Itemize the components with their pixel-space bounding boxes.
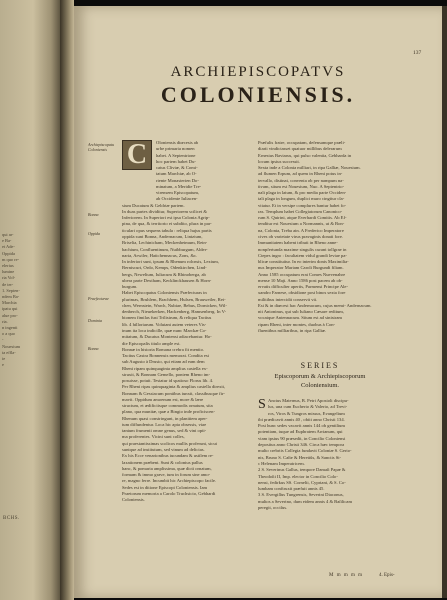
- text-line: ria Vol-: [2, 275, 16, 281]
- text-line: nali plaga in latum, & pro media parte Occiden-: [258, 190, 347, 196]
- text-line: inum ita loca indicille, quæ nunc Marckæ Co-: [122, 327, 207, 333]
- text-line: na, Colonia, Treba ain. A Frederico Imperatore: [258, 227, 344, 233]
- text-line: ta effla-: [2, 349, 16, 355]
- text-line: catus Cliviæ, & Comi-: [156, 165, 198, 171]
- text-line: denberch, Nieuekerken, Hackenberg, Hamsenberg. In V-: [122, 309, 227, 315]
- text-line: hoc partem habet Du-: [156, 158, 196, 164]
- text-line: Præfulis fratre, occupatam, defensamque præli-: [258, 140, 346, 145]
- text-line: tenditur est Nouesium a Normannis, ut & Bon-: [258, 221, 345, 227]
- text-line: Rheni ripam quinquaginta amplius castella ex-: [122, 365, 208, 371]
- text-line: Coloniensis.: [122, 497, 145, 503]
- text-line: locum ipsius successit.: [258, 158, 300, 164]
- text-line: mitatum, & Ducatus Montensi adiacebantur. Ho-: [122, 334, 212, 340]
- text-line: ad flumen Erpum, ad quem in Rheni potus in-: [258, 171, 343, 177]
- text-line: habet. A Septentrione: [156, 152, 196, 158]
- text-line: pina, de qua, & territorio ei subdito, plura in par-: [122, 221, 212, 227]
- text-line: lumine: [2, 269, 15, 275]
- text-line: alue pro-: [2, 312, 18, 318]
- text-line: ma proferentes. Vicini sunt colles,: [122, 434, 185, 440]
- text-line: mavit. Oppidum amoenum est, more & lære: [122, 396, 204, 402]
- text-line: de ter-: [2, 281, 14, 287]
- text-line: bachium, Confluentinum, Nuibburgum, Alder-: [122, 246, 208, 252]
- text-line: Anno 1585 occupatum erat Comes Nuevenahre: [258, 271, 346, 277]
- text-line: plano, qua munitæ, quæ a Bingio inde proficiscen-: [122, 409, 216, 415]
- text-line: multos a Severino, dum eidem annis 4 & Baſilicam: [258, 498, 353, 504]
- text-line: tivam, situm est Nouesium, Nuo. A Septentrio-: [258, 183, 345, 189]
- text-line: n ingenti: [2, 325, 18, 331]
- text-line: Est & in diœcesi hac Andernacum, cujus memi- Andernacum.: [258, 302, 372, 308]
- text-line: bergs, Newelium, Iuliacum & Rhinoberga, ab: [122, 271, 206, 277]
- text-line: vocatque Antennacum. Situm est ad sinistram: [258, 315, 342, 321]
- text-line: blicæ constituitur. In eo interim donis Maximilia-: [258, 259, 349, 265]
- text-line: structum, et ædificiisque commodis ornatum, sita: [122, 403, 213, 409]
- text-line: depositus anno Christi 346. Circa hæc tempora: [258, 442, 345, 448]
- series-drop-cap: S: [258, 397, 266, 412]
- text-line: qui praestantissimas scolicos mullis proferunt, sicut: [122, 440, 217, 446]
- text-line: re, magno ferre. Incumbit hic Archiepiscopo facile.: [122, 478, 217, 484]
- page-title-line2: COLONIENSIS.: [160, 82, 356, 107]
- text-line: Bonnæ in historia Romana crebra fit mentio.: [122, 346, 205, 352]
- text-line: tum diffundentur. Loca hic apta obsessis, viae: [122, 421, 207, 427]
- text-line: Oloniensis diœcesis ab: [156, 140, 199, 145]
- text-line: lib. 4 hilloriarum. Volutant autem veteres Vis-: [122, 321, 207, 327]
- text-column-right: [258, 140, 382, 334]
- text-line: nensi, fedirkus SS. Cornelii, Cypriani, & S. Co-: [258, 479, 346, 485]
- text-line: nit Antoninus, qui sub Iuliano Cæsare reditum,: [258, 309, 345, 315]
- margin-note-dominia: Dominia: [88, 318, 102, 323]
- text-line: Sexta inde a Colonia milliari, in ripa Galliæ, Nouesium.: [258, 165, 361, 171]
- text-line: suntque ad institutum, sed vinum ad delicias.: [122, 447, 205, 453]
- text-line: nonpfertunda maxime singulis curant tollgrae in: [258, 246, 347, 252]
- text-line: viam ipsius 90 præsedit, in Concilio Coloniensi: [258, 435, 346, 441]
- text-line: Praetorum memoria a Carolo Truchsicio, Gebhardi: [122, 490, 216, 496]
- text-line: Post hunc sedes vacavit annis 144 ob gentilium: [258, 423, 345, 429]
- text-line: rum S. Quirini, atque Everhardi Comitis. Ab Ef-: [258, 215, 347, 221]
- text-line: diarii vindictasset quatuor millibus delerarum: [258, 146, 342, 152]
- text-line: minatum, a Meridie Tre-: [156, 183, 202, 189]
- text-line: chen, Wernstein, Warch, Nubiae, Bebus, Dornicken, Wil-: [122, 302, 227, 308]
- text-line: mense 10 Maji. Anno 1586 post pacem ab ob-: [258, 277, 343, 283]
- text-line: ticulari opus sequens tabula : reliqua hujus partis: [122, 227, 212, 233]
- text-line: ab Occidente Iuliacen-: [156, 196, 198, 202]
- text-line: ie: [2, 356, 6, 362]
- text-line: burgum.: [122, 284, 138, 290]
- text-line: -: [2, 337, 4, 343]
- text-line: Ctepes ingro : facultatem vidul grandi leviae pa-: [258, 252, 347, 258]
- text-line: In duas partes dividitur, Superiorem scilicet &: [122, 208, 207, 214]
- text-column-left: [122, 140, 246, 503]
- text-line: sub Augusto à Drusio, qui etiam ad eam dem: [122, 359, 205, 365]
- text-line: formam & immo grave, tum in forum sine amo-: [122, 472, 211, 478]
- text-line: ubera parte Dextham, Kecklinckhausen & Horn-: [122, 277, 212, 283]
- text-line: Theodoſii II, Imp. elector in Concilio Colo-: [258, 473, 338, 479]
- text-line: Nouesium: [2, 343, 21, 349]
- text-line: Tacitus Castra Bonnensis memorat. Condita est: [122, 353, 209, 359]
- text-line: lus, una cum Eucherio & Valerio, ad Trevi-: [268, 404, 348, 410]
- text-line: plurimas, Bruhlem, Brachhem, Hulsen, Brauweiler, Rei-: [122, 296, 226, 302]
- left-page: [0, 0, 60, 600]
- catchword: 4. Epis-: [379, 573, 395, 578]
- series-text: [258, 398, 382, 511]
- series-subheading-1: Episcoporum & Archiepiscoporum: [274, 373, 366, 380]
- text-line: lumbam conftruxit præfuit annis 45.: [258, 486, 325, 492]
- margin-note-praefecturae: Praefecturae: [88, 296, 109, 301]
- text-line: ibi prædicavit annis 40 , obiit anno Christi 134.: [258, 416, 345, 422]
- text-line: 2 S. Severinus Gallus, tempore Damaſi Papæ &: [258, 467, 346, 473]
- text-line: tervallo, distinat, conventa ob per nampum na-: [258, 177, 344, 183]
- text-line: Rhenum quasi constringunt, in planitiem aper-: [122, 415, 208, 421]
- series-subheading-2: Coloniensium.: [300, 382, 340, 389]
- text-line: vitatur. Et in versipe complures bantur habet fo-: [258, 202, 347, 208]
- text-line: Berniscurt, Ordo, Kemps, Odenkirchen, Lind-: [122, 265, 207, 271]
- text-line: Oppida: [2, 250, 15, 256]
- text-line: potentiam, tuque ad Euphratem Arrianum, qui: [258, 429, 343, 435]
- text-line: ipatu qui: [2, 306, 18, 312]
- text-line: Immunitatem habent tributi in Rheno anne-: [258, 240, 338, 246]
- text-line: cives ob varietate virus pravaginis donati fore.: [258, 233, 344, 239]
- series-heading: SERIES: [300, 361, 340, 370]
- margin-note-bonna-2: Bonna: [88, 346, 99, 351]
- text-line: Ernestus Baviarus, qui pulso valentia, Gebharda in: [258, 152, 352, 158]
- drop-cap-initial: C: [122, 140, 152, 170]
- text-line: e Ba-: [2, 238, 12, 244]
- text-line: ros, Viros & Tungros missus, Evangelium: [268, 410, 345, 416]
- text-line: Ex his Ecce venarionibus iucundam & ustilem re-: [122, 453, 214, 459]
- signature-mark: M m m m m: [329, 573, 364, 578]
- text-line: nus Imperator Mariam Caroli Burgundi filiam.: [258, 265, 344, 271]
- text-line: 1. Septen-: [2, 287, 20, 293]
- text-line: posuisse, potuit. Testatur id spatioso Florus lib. 4.: [122, 378, 214, 384]
- left-page-margin-word: BCHS.: [3, 516, 20, 521]
- text-line: bionem fimilas fust Trilistrum, & reliqua Tactius: [122, 315, 212, 321]
- right-page: [74, 6, 442, 598]
- text-line: e: [2, 362, 4, 368]
- text-line: urbe primaria nomen: [156, 146, 195, 152]
- text-line: Anctus Maternus, B. Petri Apostoli discipu-: [268, 398, 349, 403]
- margin-note-bonna: Bonna: [88, 212, 99, 217]
- text-line: hanc, & pomaria amplissima, quæ dicti ornatum,: [122, 465, 212, 471]
- text-line: et Ade-: [2, 244, 15, 250]
- text-line: Per Rheni ripas quinquaginta & amplius castella direxit,: [122, 384, 226, 390]
- text-line: Bonnam & Gessiacum pontibus iunxit, classibusque fir-: [122, 390, 225, 396]
- margin-note-archiepiscopatus: Archiepiscopatu Coloniensis: [88, 142, 115, 152]
- text-line: ervatis difficulter apertis, Parmensi Principe Ale-: [258, 284, 348, 290]
- text-line: militibus intercidit conservit vii.: [258, 296, 318, 302]
- text-line: tatum Marchiæ, ab O-: [156, 171, 197, 177]
- text-line: In inferiori sunt, ipsum & Rhenum rolcnsis, Lexium,: [122, 259, 219, 265]
- page-title-line1: ARCHIEPISCOPATVS: [170, 64, 346, 80]
- text-line: struxit, & Bonnam Gemello, pontem Rheno im-: [122, 371, 211, 377]
- text-line: o a quo: [2, 331, 15, 337]
- text-line: die Episcopalis titulo ample est.: [122, 340, 181, 346]
- text-line: ria.: [2, 318, 8, 324]
- text-line: nis, Bruno S. Caîte & Heretiûs, & Sanctis Si-: [258, 454, 342, 460]
- text-line: 3 S. Evergiſſus Tungrensis, Severini Diaconus,: [258, 492, 344, 498]
- text-line: tali plaga in longum, duplici muro cingitur cla-: [258, 196, 345, 202]
- text-line: xandro Farnese, obsidione post binos sexta fore: [258, 290, 346, 296]
- text-line: oppida sunt Bonna, Andernacum, Lintzium,: [122, 233, 203, 239]
- text-line: laxationem præbent. Sunt & colonius pallus: [122, 459, 203, 465]
- text-line: ras. Templum habet Collegiatorum Canonico-: [258, 208, 343, 214]
- text-line: ndem Ba-: [2, 294, 20, 300]
- book-gutter: [60, 0, 74, 600]
- text-line: sium Ducatum & Geldriæ partem.: [122, 202, 185, 208]
- text-line: m quo re-: [2, 256, 20, 262]
- page-edge: [442, 6, 447, 598]
- text-line: virensem Episcopatum,: [156, 190, 200, 196]
- text-line: naria, Arwiler, Hatichennacus, Zons, &c.: [122, 252, 198, 258]
- text-line: Habet Episcopatus Coloniensis Præfecturas in: [122, 290, 207, 296]
- text-line: Sedes est in ditione Episcopi Coloniensis. Iam: [122, 484, 208, 490]
- text-line: elerius: [2, 263, 14, 269]
- text-line: riente Monasterien Do-: [156, 177, 199, 183]
- text-line: tantum frumenti omne genus, sed & vini opti-: [122, 428, 207, 434]
- text-line: Inferiorem. In Superiori est ipsa Colonia Agrip-: [122, 215, 210, 221]
- text-line: Briselia, Lechinicham, Meckenheimum, Rein-: [122, 240, 208, 246]
- page-number: 137: [413, 50, 422, 56]
- margin-note-oppida: Oppida: [88, 231, 100, 236]
- text-line: multo crebriis Collegia fundavit Coloniæ S. Gerio-: [258, 448, 352, 454]
- text-line: fluentibus milliaribus, in ripa Galliæ.: [258, 327, 327, 333]
- text-line: Marchia: [2, 300, 17, 306]
- text-line: qui ar-: [2, 232, 14, 237]
- text-line: peregit, occiſus.: [258, 505, 288, 511]
- text-line: c Helenam Imperatricem.: [258, 460, 305, 466]
- left-page-text: [2, 232, 58, 368]
- text-line: ripam Rheni, inter montes, duobus à Con-: [258, 321, 336, 327]
